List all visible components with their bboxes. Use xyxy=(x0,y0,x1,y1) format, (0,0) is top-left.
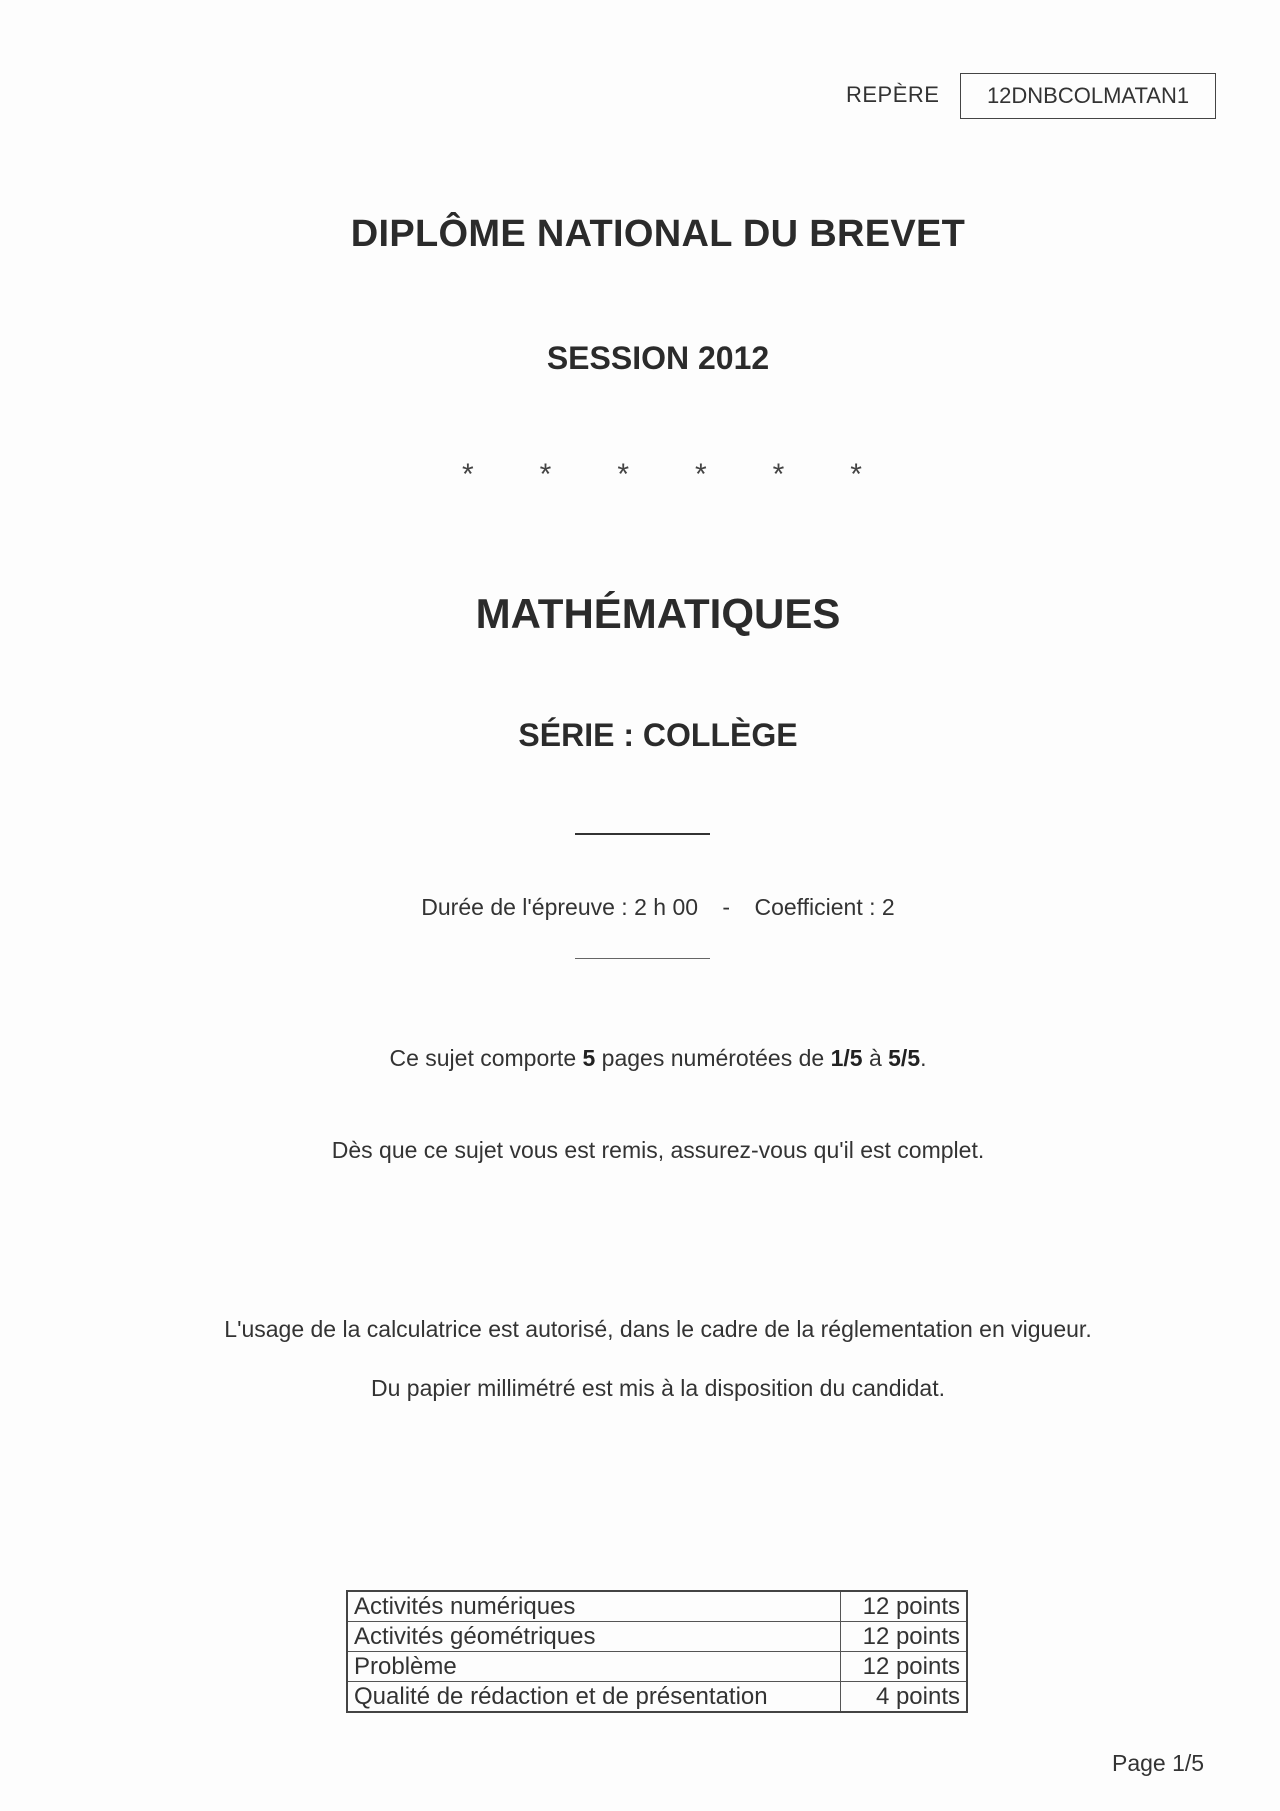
page-count-statement xyxy=(0,1045,1280,1072)
page-range-connector: à xyxy=(862,1045,889,1071)
points-table xyxy=(346,1590,968,1713)
table-row xyxy=(347,1622,967,1652)
section-name: Activités géométriques xyxy=(347,1622,841,1652)
table-row xyxy=(347,1591,967,1622)
exam-title: DIPLÔME NATIONAL DU BREVET xyxy=(350,213,966,255)
section-points: 12 points xyxy=(841,1591,968,1622)
divider-line-top xyxy=(575,833,710,835)
star-glyph: * xyxy=(850,458,862,491)
star-divider xyxy=(462,458,862,492)
divider-line-bottom xyxy=(575,958,710,959)
table-row xyxy=(347,1652,967,1682)
session-heading: SESSION 2012 xyxy=(546,340,770,376)
subject-heading: MATHÉMATIQUES xyxy=(475,590,841,637)
page-count-number: 5 xyxy=(582,1045,596,1071)
star-glyph: * xyxy=(617,458,629,491)
exam-duration: Durée de l'épreuve : 2 h 00 xyxy=(421,894,699,920)
page-count-prefix: Ce sujet comporte xyxy=(389,1045,583,1071)
page-count-middle: pages numérotées de xyxy=(595,1045,831,1071)
graph-paper-note: Du papier millimétré est mis à la disposition du candidat. xyxy=(371,1375,945,1401)
section-name: Problème xyxy=(347,1652,841,1682)
section-points: 4 points xyxy=(841,1682,968,1713)
section-points: 12 points xyxy=(841,1622,968,1652)
star-glyph: * xyxy=(539,458,552,491)
reference-code-box xyxy=(960,73,1216,119)
section-name: Qualité de rédaction et de présentation xyxy=(347,1682,841,1713)
exam-coefficient: Coefficient : 2 xyxy=(754,894,895,920)
page-range-end: 5/5 xyxy=(888,1045,921,1071)
completeness-instruction: Dès que ce sujet vous est remis, assurez-vous qu'il est complet. xyxy=(331,1137,985,1163)
reference-label: REPÈRE xyxy=(846,82,940,107)
table-row xyxy=(347,1682,967,1713)
page-count-suffix: . xyxy=(920,1045,927,1071)
page-number: Page 1/5 xyxy=(1112,1750,1205,1776)
star-glyph: * xyxy=(772,458,785,491)
reference-code: 12DNBCOLMATAN1 xyxy=(986,83,1190,108)
exam-info-separator: - xyxy=(722,894,731,920)
page-range-start: 1/5 xyxy=(830,1045,863,1071)
section-points: 12 points xyxy=(841,1652,968,1682)
exam-info-line xyxy=(0,894,1280,921)
star-glyph: * xyxy=(694,458,707,491)
star-glyph: * xyxy=(462,458,474,491)
section-name: Activités numériques xyxy=(347,1591,841,1622)
series-heading: SÉRIE : COLLÈGE xyxy=(518,717,798,753)
calculator-rule: L'usage de la calculatrice est autorisé, dans le cadre de la réglementation en vigueur. xyxy=(224,1316,1092,1342)
